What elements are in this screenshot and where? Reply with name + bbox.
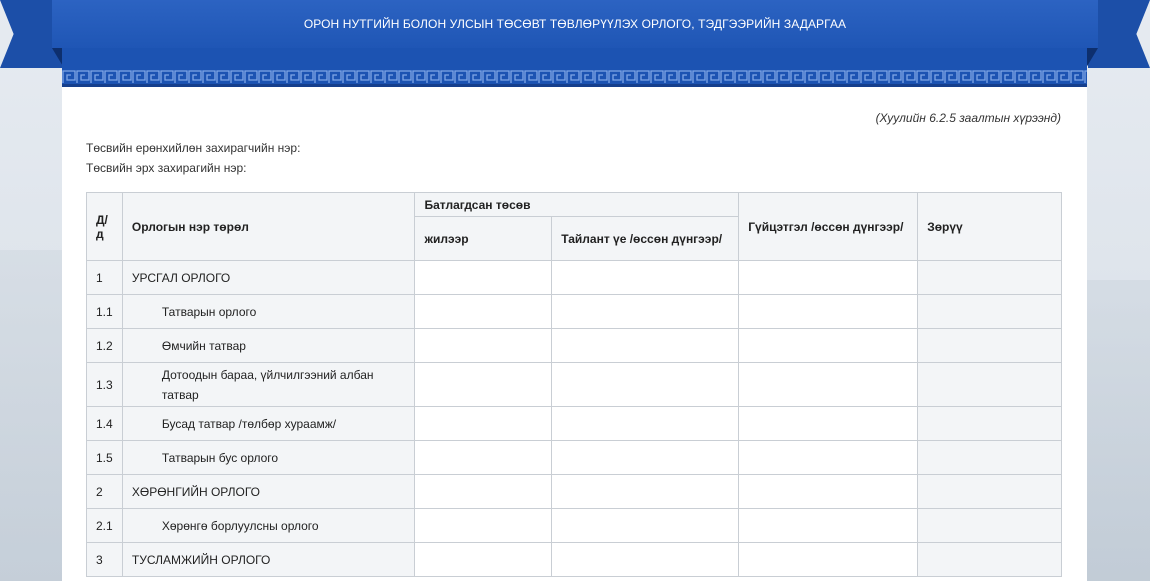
performance-cell[interactable]: [739, 295, 918, 329]
difference-cell: [918, 363, 1062, 407]
table-row: [87, 441, 1062, 475]
row-name: Бусад татвар /төлбөр хураамж/: [161, 416, 337, 431]
performance-cell[interactable]: [739, 509, 918, 543]
row-name: УРСГАЛ ОРЛОГО: [122, 261, 415, 295]
header-yearly: жилээр: [415, 217, 552, 261]
row-name: ХӨРӨНГИЙН ОРЛОГО: [122, 475, 415, 509]
budget-manager-label: Төсвийн эрх захирагийн нэр:: [86, 161, 247, 175]
yearly-cell[interactable]: [415, 261, 552, 295]
table-row: [87, 261, 1062, 295]
table-row: [87, 509, 1062, 543]
header-performance: Гүйцэтгэл /өссөн дүнгээр/: [739, 193, 918, 261]
report-period-cell[interactable]: [552, 509, 739, 543]
yearly-cell[interactable]: [415, 441, 552, 475]
report-period-cell[interactable]: [552, 329, 739, 363]
law-reference-note: (Хуулийн 6.2.5 заалтын хүрээнд): [875, 111, 1061, 125]
yearly-cell[interactable]: [415, 407, 552, 441]
performance-cell[interactable]: [739, 363, 918, 407]
row-name: Өмчийн татвар: [161, 338, 246, 353]
performance-cell[interactable]: [739, 441, 918, 475]
general-manager-label: Төсвийн ерөнхийлөн захирагчийн нэр:: [86, 141, 301, 155]
difference-cell: [918, 509, 1062, 543]
yearly-cell[interactable]: [415, 329, 552, 363]
row-number: 3: [87, 543, 123, 577]
greek-key-ornament: [62, 70, 1087, 84]
row-name: Татварын орлого: [161, 304, 257, 319]
yearly-cell[interactable]: [415, 295, 552, 329]
row-number: 1.5: [87, 441, 123, 475]
table-row: [87, 329, 1062, 363]
performance-cell[interactable]: [739, 475, 918, 509]
report-period-cell[interactable]: [552, 407, 739, 441]
header-num: Д/д: [87, 193, 123, 261]
row-name: Хөрөнгө борлуулсны орлого: [161, 518, 319, 533]
difference-cell: [918, 441, 1062, 475]
row-number: 2.1: [87, 509, 123, 543]
report-period-cell[interactable]: [552, 295, 739, 329]
yearly-cell[interactable]: [415, 475, 552, 509]
performance-cell[interactable]: [739, 261, 918, 295]
row-name: ТУСЛАМЖИЙН ОРЛОГО: [122, 543, 415, 577]
report-period-cell[interactable]: [552, 441, 739, 475]
row-number: 1.4: [87, 407, 123, 441]
ornament-lower-line: [62, 84, 1087, 87]
difference-cell: [918, 475, 1062, 509]
ornament-band: [62, 48, 1087, 87]
report-period-cell[interactable]: [552, 261, 739, 295]
header-difference: Зөрүү: [918, 193, 1062, 261]
header-revenue-type: Орлогын нэр төрөл: [122, 193, 415, 261]
difference-cell: [918, 329, 1062, 363]
yearly-cell[interactable]: [415, 543, 552, 577]
difference-cell: [918, 543, 1062, 577]
row-name: Дотоодын бараа, үйлчилгээний албан татвар: [161, 367, 374, 402]
row-name: Татварын бус орлого: [161, 450, 279, 465]
table-row: [87, 407, 1062, 441]
background-building-right: [1086, 280, 1150, 581]
table-row: [87, 543, 1062, 577]
performance-cell[interactable]: [739, 329, 918, 363]
performance-cell[interactable]: [739, 407, 918, 441]
table-row: [87, 475, 1062, 509]
report-period-cell[interactable]: [552, 475, 739, 509]
performance-cell[interactable]: [739, 543, 918, 577]
row-number: 1.1: [87, 295, 123, 329]
header-report-period: Тайлант үе /өссөн дүнгээр/: [552, 217, 739, 261]
row-number: 2: [87, 475, 123, 509]
title-banner: [52, 0, 1098, 48]
row-number: 1.2: [87, 329, 123, 363]
row-number: 1.3: [87, 363, 123, 407]
row-number: 1: [87, 261, 123, 295]
table-row: [87, 295, 1062, 329]
report-panel: [62, 48, 1087, 581]
background-building-left: [0, 250, 70, 581]
page-title: ОРОН НУТГИЙН БОЛОН УЛСЫН ТӨСӨВТ ТӨВЛӨРҮҮЛЭХ ОРЛОГО, ТЭДГЭЭРИЙН ЗАДАРГАА: [303, 17, 847, 31]
table-row: [87, 363, 1062, 407]
report-period-cell[interactable]: [552, 363, 739, 407]
yearly-cell[interactable]: [415, 509, 552, 543]
report-period-cell[interactable]: [552, 543, 739, 577]
header-approved-budget: Батлагдсан төсөв: [415, 193, 739, 217]
difference-cell: [918, 295, 1062, 329]
difference-cell: [918, 407, 1062, 441]
yearly-cell[interactable]: [415, 363, 552, 407]
difference-cell: [918, 261, 1062, 295]
revenue-table: [86, 192, 1062, 577]
